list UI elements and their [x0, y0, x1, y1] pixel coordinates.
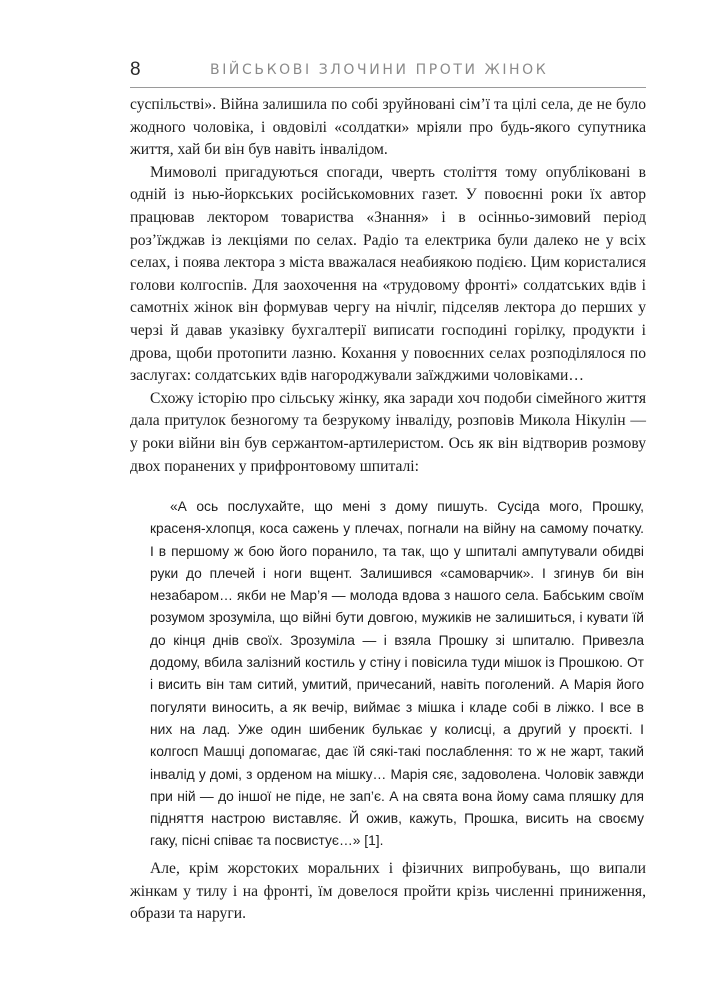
page-header — [130, 57, 646, 87]
paragraph: суспільстві». Війна залишила по собі зруйновані сім’ї та цілі села, де не було жодного чоловіка, і овдовілі «солдатки» мріяли про будь-якого супутника життя, хай би він був навіть інвалідом. — [130, 96, 646, 159]
closing-text — [130, 858, 646, 926]
paragraph: Мимоволі пригадуються спогади, чверть століття тому опубліковані в одній із нью-йоркських російськомовних газет. У повоєнні роки їх автор працював лектором товариства «Знання» і в осінньо-зимовий період роз’їжджав із лекціями по селах. Радіо та електрика були далеко не у всіх селах, і поява лектора з міста вважалася неабиякою подією. Цим користалися голови колгоспів. Для заохочення на «трудовому фронті» солдатських вдів і самотніх жінок він формував чергу на нічліг, підселяв лектора до перших у черзі й давав указівку бухгалтерії виписати господині горілку, продукти і дрова, щоби протопити лазню. Кохання у повоєнних селах розподілялося по заслугах: солдатських вдів нагороджували заїжджими чоловіками… — [130, 163, 646, 385]
block-quote: «А ось послухайте, що мені з дому пишуть. Сусіда мого, Прошку, красеня-хлопця, коса сажень у плечах, погнали на війну на самому початку. І в першому ж бою його поранило, та так, що у шпиталі ампутували обидві руки до плечей і ноги вщент. Залишився «самоварчик». І згинув би він незабаром… якби не Мар’я — молода вдова з нашого села. Бабським своїм розумом зрозуміла, що війні бути довгою, мужиків не залишиться, і кувати їй до кінця днів своїх. Зрозуміла — і взяла Прошку зі шпиталю. Привезла додому, вбила залізний костиль у стіну і повісила туди мішок із Прошкою. От і висить він там ситий, умитий, причесаний, навіть поголений. А Марія його погуляти виносить, а як вечір, виймає з мішка і кладе собі в ліжко. І все в них на лад. Уже один шибеник булькає у колисці, а другий у проєкті. І колгосп Машці допомагає, дає їй сякі-такі послаблення: то ж не жарт, такий інвалід у домі, з орденом на мішку… Марія сяє, задоволена. Чоловік завжди при ній — до іншої не піде, не зап’є. А на свята вона йому сама пляшку для підняття настрою виставляє. Й ожив, кажуть, Прошка, висить на своєму гаку, пісні співає та посвистує…» [1]. — [150, 499, 644, 849]
body-text — [130, 94, 646, 478]
paragraph: Схожу історію про сільську жінку, яка заради хоч подоби сімейного життя дала притулок безногому та безрукому інваліду, розповів Микола Нікулін — у роки війни він був сержантом-артилеристом. Ось як він відтворив розмову двох поранених у прифронтовому шпиталі: — [130, 389, 646, 475]
page-number: 8 — [130, 59, 141, 80]
header-divider — [130, 87, 646, 88]
paragraph: Але, крім жорстоких моральних і фізичних випробувань, що випали жінкам у тилу і на фронті, їм довелося пройти крізь численні приниження, образи та наруги. — [130, 860, 646, 923]
running-title: ВІЙСЬКОВІ ЗЛОЧИНИ ПРОТИ ЖІНОК — [210, 62, 549, 78]
